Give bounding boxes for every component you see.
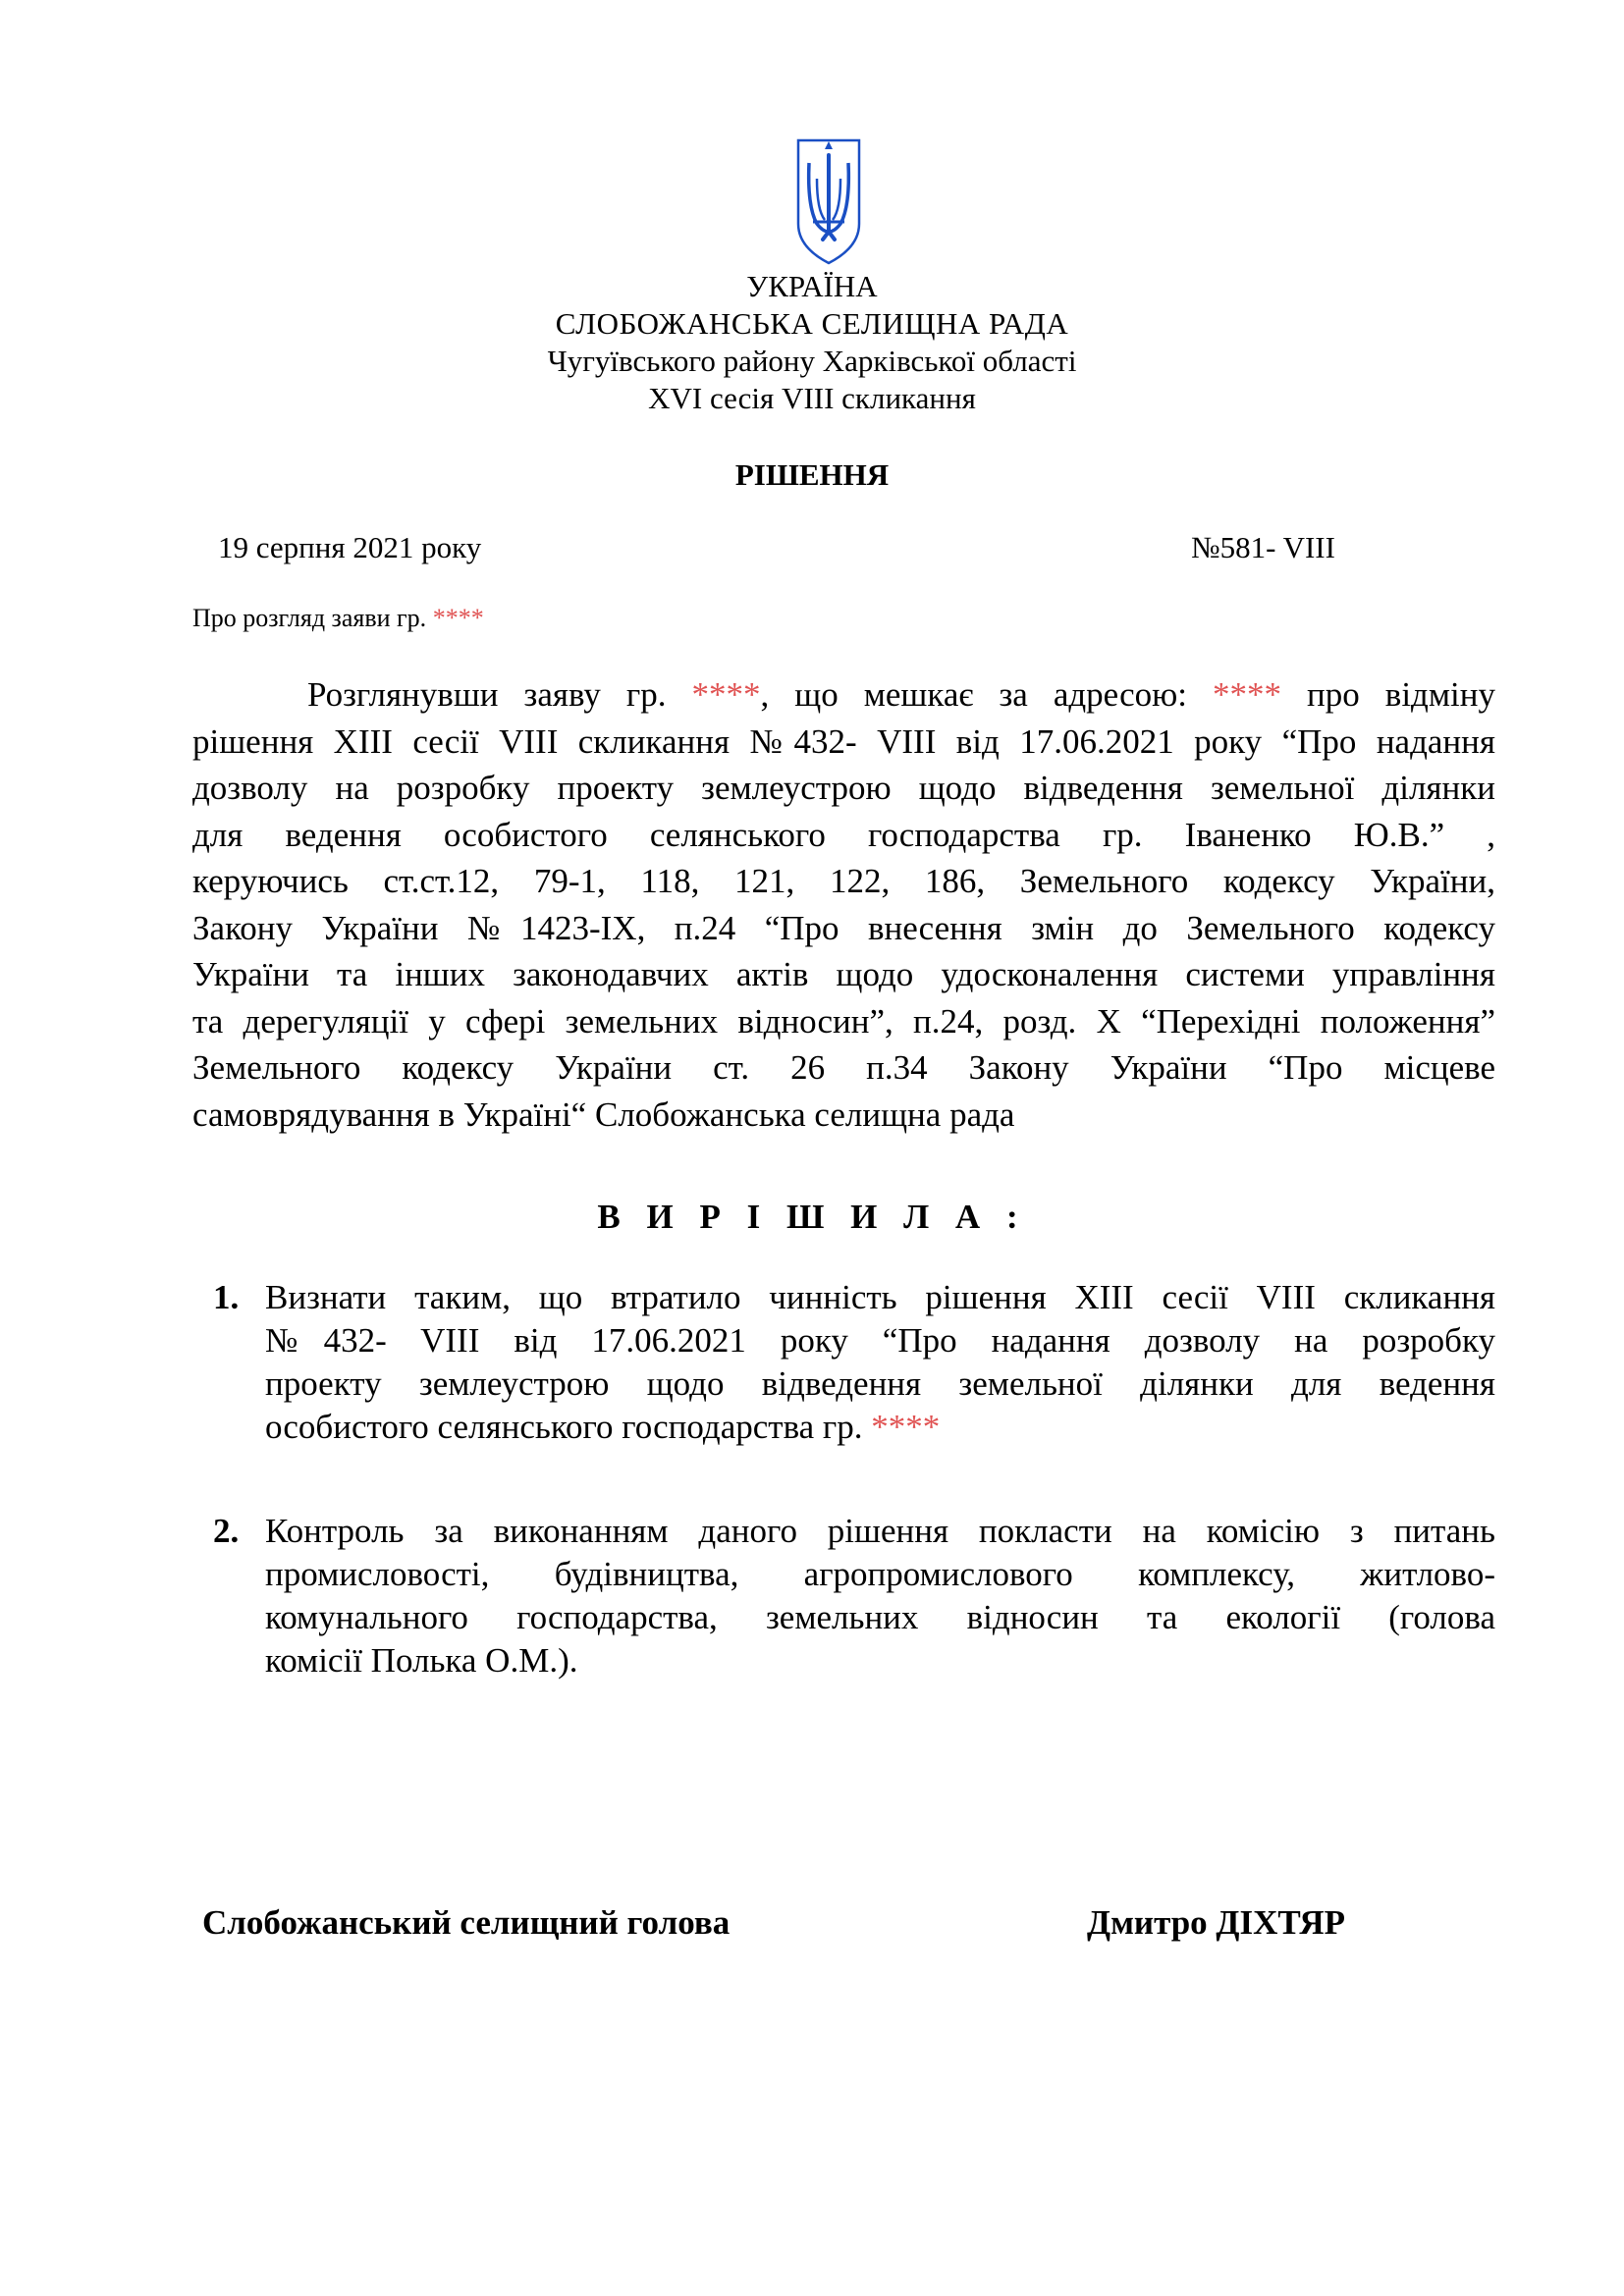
item-number: 2. xyxy=(213,1512,240,1550)
district-name: Чугуївського району Харківської області xyxy=(547,344,1077,378)
decision-item xyxy=(213,1276,1495,1449)
masked-name: **** xyxy=(871,1408,941,1446)
item-line: комунального господарства, земельних відносин та екології (голова xyxy=(265,1598,1495,1636)
item-line: проекту землеустрою щодо відведення земельної ділянки для ведення xyxy=(265,1364,1495,1403)
preamble-line: самоврядування в Україні“ Слобожанська селищна рада xyxy=(192,1095,1015,1134)
preamble-text: , що мешкає за адресою: xyxy=(760,675,1187,714)
preamble-line: Закону України №1423-ІХ, п.24 “Про внесення змін до Земельного кодексу xyxy=(192,908,1495,947)
decision-date: 19 серпня 2021 року xyxy=(218,530,482,564)
trident-emblem-icon xyxy=(795,137,862,266)
decision-subject xyxy=(192,604,484,633)
decision-number: №581- VIII xyxy=(1191,530,1335,564)
decided-heading: В И Р І Ш И Л А : xyxy=(597,1198,1027,1236)
preamble-line: Земельного кодексу України ст. 26 п.34 Закону України “Про місцеве xyxy=(192,1048,1495,1087)
preamble-text: про відміну xyxy=(1307,675,1495,714)
item-text: особистого селянського господарства гр. xyxy=(265,1408,863,1446)
item-line: комісії Полька О.М.). xyxy=(265,1641,578,1680)
item-line: промисловості, будівництва, агропромислового комплексу, житлово- xyxy=(265,1555,1495,1593)
signatory-name: Дмитро ДІХТЯР xyxy=(1087,1903,1346,1942)
country-name: УКРАЇНА xyxy=(746,269,878,303)
preamble-line: для ведення особистого селянського господарства гр. Іваненко Ю.В.” , xyxy=(192,815,1495,854)
preamble-line: України та інших законодавчих актів щодо удосконалення системи управління xyxy=(192,955,1495,993)
item-line: Визнати таким, що втратило чинність рішення ХІІІ сесії VIII скликання xyxy=(265,1278,1495,1316)
decision-item xyxy=(213,1510,1495,1682)
preamble-paragraph xyxy=(192,671,1495,1138)
signatory-role: Слобожанський селищний голова xyxy=(202,1903,731,1942)
masked-name: **** xyxy=(432,604,484,632)
preamble-line xyxy=(192,671,1495,719)
session-label: XVI сесія VIII скликання xyxy=(648,381,976,415)
item-number: 1. xyxy=(213,1278,240,1316)
item-line: Контроль за виконанням даного рішення покласти на комісію з питань xyxy=(265,1512,1495,1550)
council-name: СЛОБОЖАНСЬКА СЕЛИЩНА РАДА xyxy=(555,306,1069,341)
preamble-line: керуючись ст.ст.12, 79-1, 118, 121, 122, 186, Земельного кодексу України, xyxy=(192,862,1495,900)
preamble-line: та дерегуляції у сфері земельних відносин”, п.24, розд. Х “Перехідні положення” xyxy=(192,1001,1495,1041)
subject-text: Про розгляд заяви гр. xyxy=(192,604,427,632)
preamble-text: Розглянувши заяву гр. xyxy=(307,675,667,714)
preamble-line: рішення ХІІІ сесії VIII скликання №432- VIII від 17.06.2021 року “Про надання xyxy=(192,721,1495,761)
preamble-line: дозволу на розробку проекту землеустрою щодо відведення земельної ділянки xyxy=(192,769,1495,807)
item-line: №432- VIII від 17.06.2021 року “Про надання дозволу на розробку xyxy=(265,1321,1495,1360)
item-line xyxy=(265,1406,1495,1449)
masked-name: **** xyxy=(691,675,761,714)
masked-address: **** xyxy=(1213,675,1282,714)
document-title: РІШЕННЯ xyxy=(734,457,890,492)
